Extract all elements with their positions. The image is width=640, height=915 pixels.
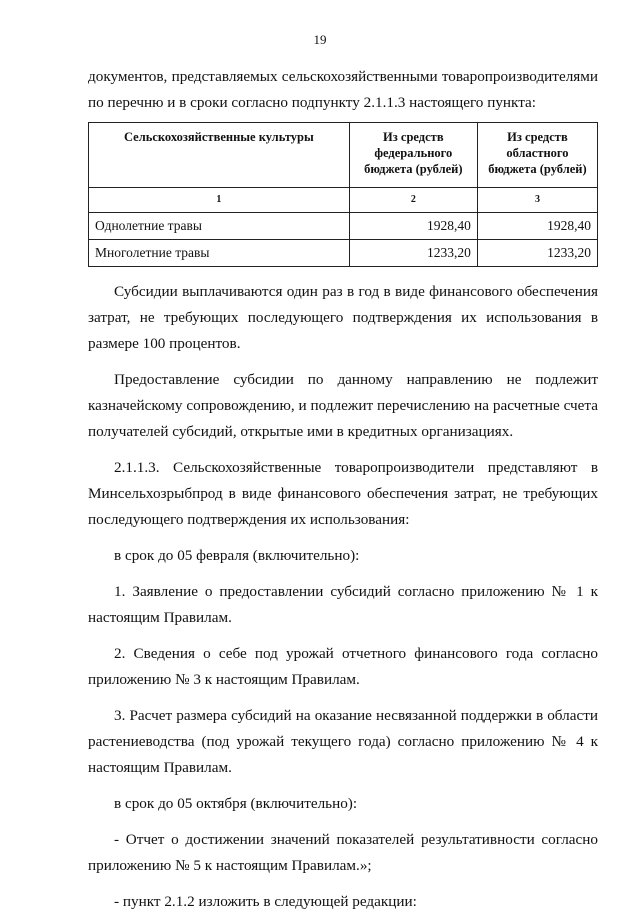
column-number-1: 1 xyxy=(89,188,350,213)
regional-amount: 1233,20 xyxy=(477,240,597,267)
list-item-application: 1. Заявление о предоставлении субсидий согласно приложению № 1 к настоящим Правилам. xyxy=(88,583,598,626)
header-regional-budget: Из средств областного бюджета (рублей) xyxy=(477,123,597,188)
regional-amount: 1928,40 xyxy=(477,213,597,240)
intro-paragraph: документов, представляемых сельскохозяйственными товаропроизводителями по перечню и в сроки согласно подпункту 2.1.1.3 настоящего пункта: xyxy=(88,68,598,111)
table-row xyxy=(89,213,598,240)
deadline-october: в срок до 05 октября (включительно): xyxy=(114,795,358,812)
crop-name: Многолетние травы xyxy=(89,240,350,267)
amendment-clause: - пункт 2.1.2 изложить в следующей редакции: xyxy=(114,893,417,910)
header-crops: Сельскохозяйственные культуры xyxy=(89,123,350,188)
list-item-calculation: 3. Расчет размера субсидий на оказание несвязанной поддержки в области растениеводства (под урожай текущего года) согласно приложению № 4 к настоящим Правилам. xyxy=(88,707,598,776)
list-item-report: - Отчет о достижении значений показателей результативности согласно приложению № 5 к настоящим Правилам.»; xyxy=(88,831,598,874)
page-number: 19 xyxy=(313,32,327,47)
column-number-2: 2 xyxy=(349,188,477,213)
federal-amount: 1928,40 xyxy=(349,213,477,240)
paragraph-treasury-note: Предоставление субсидии по данному направлению не подлежит казначейскому сопровождению, и подлежит перечислению на расчетные счета получателей субсидий, открытые ими в кредитных организациях. xyxy=(88,371,598,440)
federal-amount: 1233,20 xyxy=(349,240,477,267)
list-item-information: 2. Сведения о себе под урожай отчетного финансового года согласно приложению № 3 к настоящим Правилам. xyxy=(88,645,598,688)
header-federal-budget: Из средств федерального бюджета (рублей) xyxy=(349,123,477,188)
document-body xyxy=(88,64,598,915)
paragraph-2-1-1-3: 2.1.1.3. Сельскохозяйственные товаропроизводители представляют в Минсельхозрыбпрод в виде финансового обеспечения затрат, не требующих последующего подтверждения их использования: xyxy=(88,459,598,528)
column-number-row xyxy=(89,188,598,213)
paragraph-subsidy-payment: Субсидии выплачиваются один раз в год в виде финансового обеспечения затрат, не требующих последующего подтверждения их использования в размере 100 процентов. xyxy=(88,283,598,352)
table-header-row xyxy=(89,123,598,188)
column-number-3: 3 xyxy=(477,188,597,213)
crop-name: Однолетние травы xyxy=(89,213,350,240)
subsidy-rates-table xyxy=(88,122,598,267)
table-row xyxy=(89,240,598,267)
deadline-february: в срок до 05 февраля (включительно): xyxy=(114,547,360,564)
